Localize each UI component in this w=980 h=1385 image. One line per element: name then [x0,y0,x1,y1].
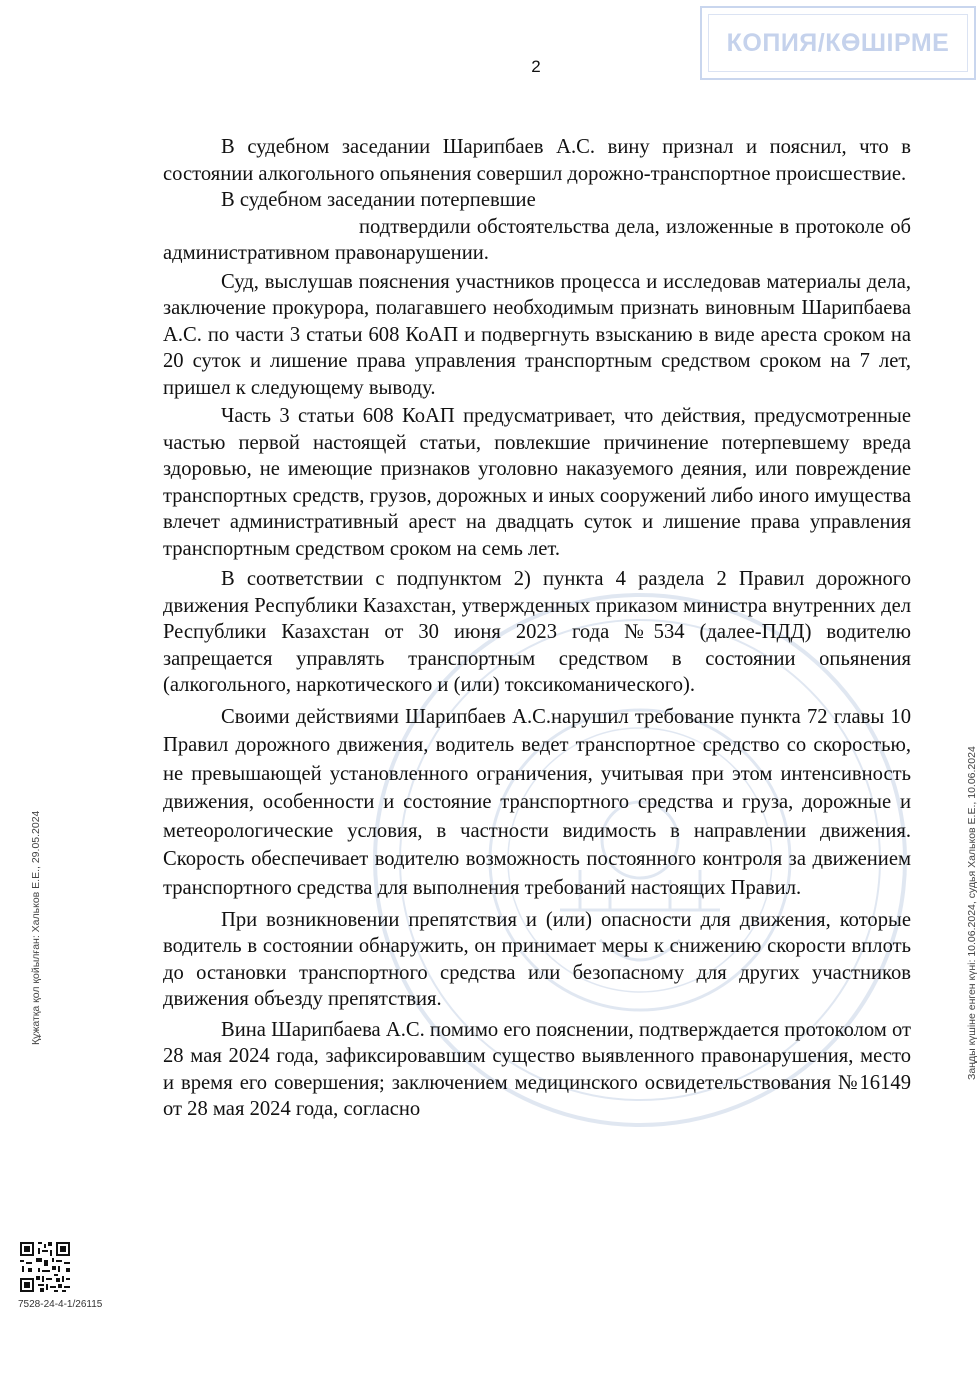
document-body [163,134,911,1123]
paragraph-obstacle: При возникновении препятствия и (или) опасности для движения, которые водитель в состоянии обнаружить, он принимает меры к снижению скорости вплоть до остановки транспортного средства или безопасному для других участников движения объезду препятствия. [163,908,911,1011]
paragraph-evidence: Вина Шарипбаева А.С. помимо его пояснении, подтверждается протоколом от 28 мая 2024 года, зафиксировавшим существо выявленного правонарушения, место и время его совершения; заключением медицинского освидетельствования №16149 от 28 мая 2024 года, согласно [163,1018,911,1121]
paragraph-victims-continued [163,214,911,267]
right-margin-legal-force-note: Заңды күшіне енген күні: 10.06.2024, судья Хальков Е.Е., 10.06.2024 [966,746,978,1080]
paragraph-confession: В судебном заседании Шарипбаев А.С. вину признал и пояснил, что в состоянии алкогольного опьянения совершил дорожно-транспортное происшествие. [163,136,911,185]
paragraph-court-conclusion: Суд, выслушав пояснения участников процесса и исследовав материалы дела, заключение прокурора, полагавшего необходимым признать виновным Шарипбаева А.С. по части 3 статьи 608 КоАП и подвергнуть взысканию в виде ареста сроком на 20 суток и лишение права управления транспортным средством сроком на 7 лет, пришел к следующему выводу. [163,270,911,399]
paragraph-victims-start: В судебном заседании потерпевшие [221,189,536,211]
paragraph-traffic-rules: В соответствии с подпунктом 2) пункта 4 раздела 2 Правил дорожного движения Республики Казахстан, утвержденных приказом министра внутренних дел Республики Казахстан от 30 июня 2023 года №534 (далее-ПДД) водителю запрещается управлять транспортным средством в состоянии опьянения (алкогольного, наркотического и (или) токсикоманического). [163,568,911,696]
paragraph-victims-rest: подтвердили обстоятельства дела, изложенные в протоколе об административном правонарушении. [163,215,911,264]
qr-code-icon [18,1240,72,1294]
document-number: 7528-24-4-1/26115 [18,1299,103,1310]
page-number: 2 [531,57,541,76]
paragraph-violation: Своими действиями Шарипбаев А.С.нарушил требование пункта 72 главы 10 Правил дорожного движения, водитель ведет транспортное средство со скоростью, не превышающей установленного ограничения, учитывая при этом интенсивность движения, особенности и состояние транспортного средства и груза, дорожные и метеорологические условия, в частности видимость в направлении движения. Скорость обеспечивает водителю возможность постоянного контроля за движением транспортного средства для выполнения требований настоящих Правил. [163,705,911,900]
paragraph-article-608: Часть 3 статьи 608 КоАП предусматривает, что действия, предусмотренные частью первой настоящей статьи, повлекшие причинение потерпевшему вреда здоровью, не имеющие признаков уголовно наказуемого деяния, или повреждение транспортных средств, грузов, дорожных и иных сооружений либо иного имущества влечет административный арест на двадцать суток и лишение права управления транспортным средством сроком на семь лет. [163,405,911,560]
left-margin-signature-note: Құжатқа қол қойылған: Хальков Е.Е., 29.05.2024 [30,810,42,1045]
copy-stamp-text: КОПИЯ/КӨШІРМЕ [726,28,950,57]
